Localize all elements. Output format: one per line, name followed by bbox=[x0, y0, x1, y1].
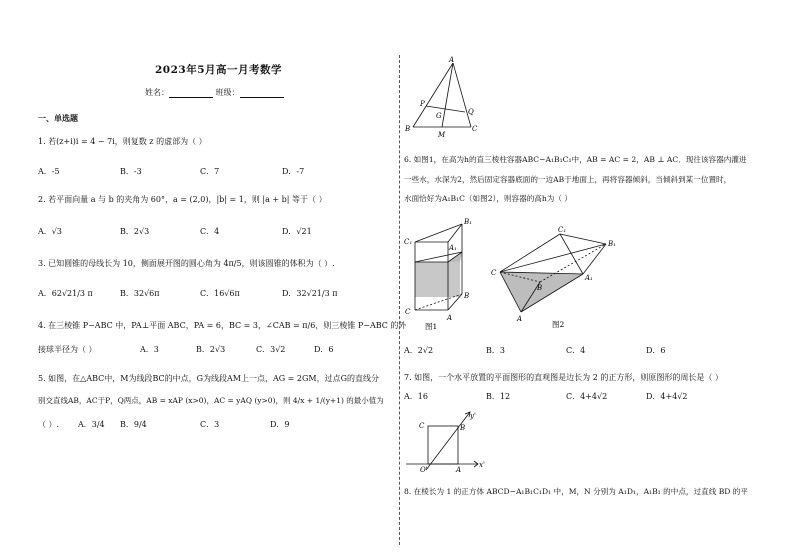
q6-opt-c: C．4 bbox=[566, 346, 586, 355]
p1-label-c: C bbox=[405, 308, 411, 316]
q3-opt-d: D．32√21/3 π bbox=[282, 289, 338, 298]
sq-label-b: B bbox=[460, 424, 466, 432]
q5-opt-b: B．9/4 bbox=[120, 420, 147, 429]
q4-opt-c: C．3√2 bbox=[256, 345, 286, 354]
tri-label-c: C bbox=[472, 125, 478, 133]
prism-figure-2 bbox=[488, 222, 618, 332]
q5-stem-2: 别交直线AB，AC于P，Q两点，AB = xAP (x>0)，AC = yAQ (y>0)，则 4/x + 1/(y+1) 的最小值为 bbox=[38, 396, 384, 405]
tri-label-m: M bbox=[438, 131, 446, 139]
sq-label-o: O' bbox=[420, 466, 428, 474]
p2-label-b: B bbox=[537, 284, 543, 292]
p1-label-b: B bbox=[464, 292, 470, 300]
sq-label-y: y' bbox=[470, 412, 476, 420]
q3-stem: 3. 已知圆锥的母线长为 10，侧面展开图的圆心角为 4π/5，则该圆锥的体积为（ ）. bbox=[38, 259, 335, 268]
q6-opt-d: D．6 bbox=[646, 346, 666, 355]
p2-label-a: A bbox=[517, 315, 523, 323]
p2-label-c: C bbox=[491, 269, 497, 277]
sq-label-a: A bbox=[456, 466, 462, 474]
q7-opt-d: D．4+4√2 bbox=[646, 392, 688, 401]
sq-label-c: C bbox=[419, 422, 425, 430]
q1-opt-b: B．-3 bbox=[120, 167, 142, 176]
q7-opt-a: A．16 bbox=[404, 392, 428, 401]
q3-opt-a: A．62√21/3 π bbox=[38, 289, 93, 298]
q6-opt-b: B．3 bbox=[486, 346, 505, 355]
q2-opt-c: C．4 bbox=[200, 227, 220, 236]
q1-stem: 1. 若(z+i)i = 4 − 7i，则复数 z 的虚部为（ ） bbox=[38, 137, 207, 146]
p1-label-a1: A₁ bbox=[449, 244, 457, 252]
q3-opt-c: C．16√6π bbox=[200, 289, 240, 298]
section-heading: 一、单选题 bbox=[38, 113, 78, 123]
oblique-square-figure bbox=[402, 408, 492, 474]
q5-stem-3: （ ）. bbox=[38, 420, 60, 429]
tri-label-p: P bbox=[420, 100, 425, 108]
q1-opt-d: D．-7 bbox=[282, 167, 305, 176]
name-label: 姓名： bbox=[145, 88, 169, 97]
prism-figure-1 bbox=[400, 212, 480, 332]
q4-opt-a: A．3 bbox=[140, 345, 159, 354]
q6-stem: 6. 如图1，在高为h的直三棱柱容器ABC−A₁B₁C₁中，AB = AC = 2，AB ⊥ AC．现往该容器内灌进 bbox=[404, 155, 747, 164]
q6-stem-3: 水面恰好为A₁B₁C（如图2），则容器的高h为（ ） bbox=[404, 194, 572, 203]
q5-opt-a: A．3/4 bbox=[78, 420, 105, 429]
fig2-caption: 图2 bbox=[552, 320, 565, 329]
p2-label-b1: B₁ bbox=[608, 240, 616, 248]
q3-opt-b: B．32√6π bbox=[120, 289, 160, 298]
p2-label-c1: C₁ bbox=[558, 226, 567, 234]
tri-label-a: A bbox=[449, 56, 455, 64]
q4-opt-b: B．2√3 bbox=[196, 345, 226, 354]
p1-label-a: A bbox=[447, 314, 453, 322]
p1-label-c1: C₁ bbox=[404, 238, 413, 246]
q2-opt-a: A．√3 bbox=[38, 227, 62, 236]
triangle-figure bbox=[398, 54, 490, 140]
q1-opt-c: C．7 bbox=[200, 167, 220, 176]
q2-opt-b: B．2√3 bbox=[120, 227, 150, 236]
tri-label-g: G bbox=[436, 112, 442, 120]
fig1-caption: 图1 bbox=[425, 322, 438, 331]
q4-stem-2: 接球半径为（ ） bbox=[38, 345, 97, 354]
q6-stem-2: 一些水，水深为2，然后固定容器底面的一边AB于地面上，再将容器倾斜，当倾斜到某一位置时， bbox=[404, 175, 732, 184]
q2-stem: 2. 若平面向量 a 与 b 的夹角为 60°，a = (2,0)，|b| = 1，则 |a + b| 等于（ ） bbox=[38, 195, 327, 204]
q5-opt-c: C．3 bbox=[200, 420, 220, 429]
q8-stem: 8. 在棱长为 1 的正方体 ABCD−A₁B₁C₁D₁ 中，M，N 分别为 A₁D₁，A₁B₁ 的中点，过直线 BD 的平 bbox=[404, 487, 748, 496]
q7-stem: 7. 如图，一个水平放置的平面图形的直观图是边长为 2 的正方形，则原图形的周长是（ ） bbox=[404, 373, 723, 382]
q2-opt-d: D．√21 bbox=[282, 227, 312, 236]
q4-stem: 4. 在三棱锥 P−ABC 中，PA⊥平面 ABC，PA = 6，BC = 3，∠CAB = π/6，则三棱锥 P−ABC 的外 bbox=[38, 321, 407, 330]
q1-opt-a: A．-5 bbox=[38, 167, 60, 176]
tri-label-b: B bbox=[405, 125, 411, 133]
tri-label-q: Q bbox=[468, 108, 474, 116]
name-field bbox=[145, 88, 284, 98]
q4-opt-d: D．6 bbox=[314, 345, 334, 354]
class-label: 班级： bbox=[215, 88, 240, 97]
p2-label-a1: A₁ bbox=[585, 274, 593, 282]
sq-label-x: x' bbox=[479, 461, 485, 469]
q5-opt-d: D．9 bbox=[270, 420, 290, 429]
q7-opt-c: C．4+4√2 bbox=[566, 392, 608, 401]
q7-opt-b: B．12 bbox=[486, 392, 511, 401]
q5-stem: 5. 如图，在△ABC中，M为线段BC的中点，G为线段AM上一点，AG = 2GM，过点G的直线分 bbox=[38, 374, 379, 383]
p1-label-b1: B₁ bbox=[464, 218, 472, 226]
q6-opt-a: A．2√2 bbox=[404, 346, 434, 355]
page-title: 2023年5月高一月考数学 bbox=[155, 64, 283, 76]
